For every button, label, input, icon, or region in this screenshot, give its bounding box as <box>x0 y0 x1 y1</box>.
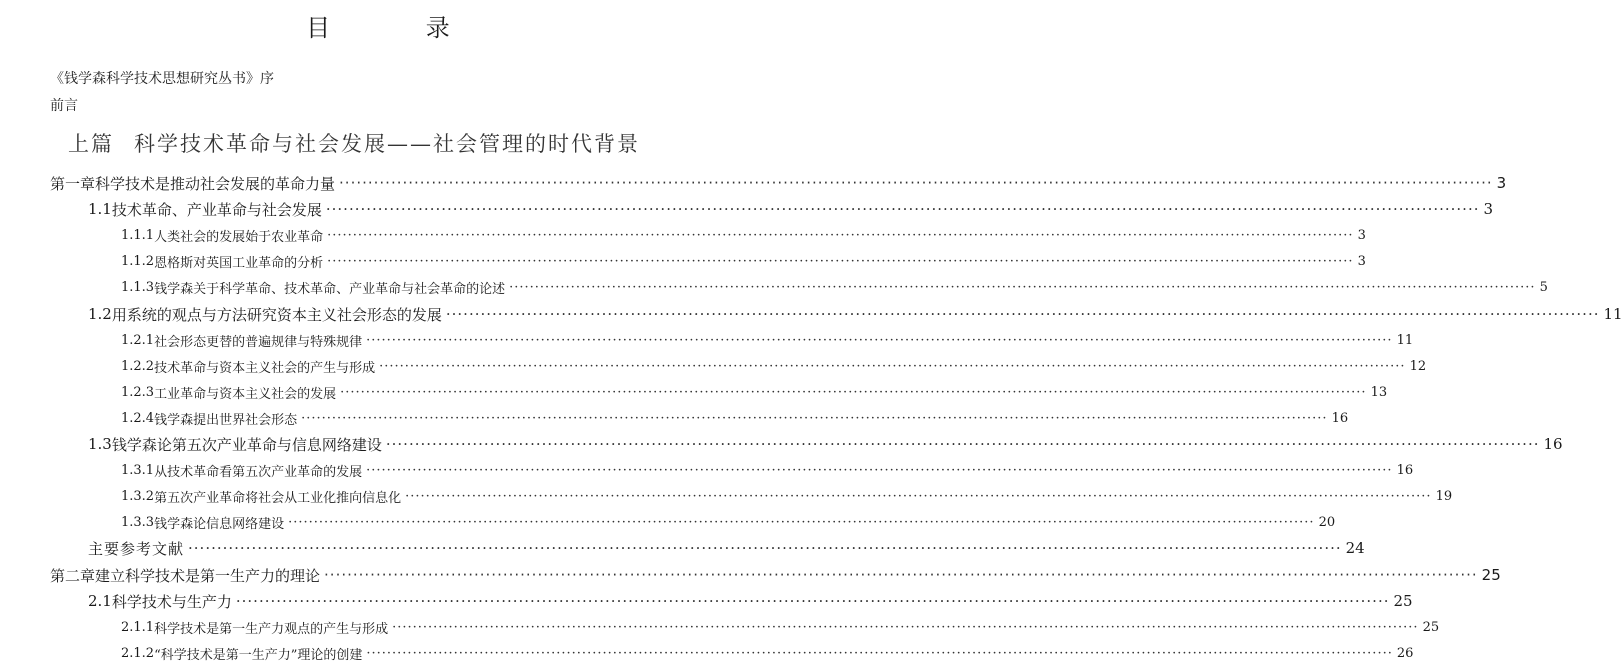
toc-entry-title: 第五次产业革命将社会从工业化推向信息化 <box>154 490 402 506</box>
toc-foreword[interactable]: 前言 <box>50 98 78 114</box>
toc-entry-page: 11 <box>1396 332 1414 348</box>
toc-entry-number: 2.1.2 <box>121 645 155 661</box>
toc-entry-page: 3 <box>1496 174 1507 192</box>
toc-leader-dots: ········································································································································································································ <box>188 539 1342 557</box>
toc-entry-title: 用系统的观点与方法研究资本主义社会形态的发展 <box>111 305 442 324</box>
toc-entry-title: 钱学森提出世界社会形态 <box>154 412 298 428</box>
toc-entry-page: 3 <box>1483 200 1494 218</box>
toc-entry[interactable] <box>0 171 1507 195</box>
toc-entry-number: 1.2.2 <box>121 358 155 374</box>
toc-entry[interactable] <box>0 484 1453 508</box>
toc-entry-page: 24 <box>1345 539 1365 557</box>
toc-leader-dots: ········································································································································································································ <box>405 488 1432 504</box>
toc-entry-title: 钱学森论信息网络建设 <box>154 516 285 532</box>
toc-entry-page: 16 <box>1396 462 1414 478</box>
toc-entry-number: 1.2.3 <box>121 384 155 400</box>
toc-entry-title: 科学技术是推动社会发展的革命力量 <box>95 174 336 193</box>
toc-entry[interactable] <box>0 563 1501 587</box>
toc-entry-title: 主要参考文献 <box>88 539 185 558</box>
part-title: 科学技术革命与社会发展——社会管理的时代背景 <box>134 132 640 156</box>
toc-entry-page: 26 <box>1396 645 1414 661</box>
toc-entry-title: 技术革命与资本主义社会的产生与形成 <box>154 360 376 376</box>
toc-leader-dots: ········································································································································································································ <box>366 645 1393 661</box>
toc-leader-dots: ········································································································································································································ <box>327 227 1354 243</box>
toc-leader-dots: ········································································································································································································ <box>445 305 1600 323</box>
toc-leader-dots: ········································································································································································································ <box>325 200 1480 218</box>
toc-entry[interactable] <box>0 536 1365 560</box>
toc-entry-number: 1.1.2 <box>121 253 155 269</box>
toc-entry-number: 1.1 <box>88 200 112 218</box>
toc-entry-page: 11 <box>1603 305 1623 323</box>
part-label: 上篇 <box>68 132 114 156</box>
toc-entry-title: “科学技术是第一生产力”理论的创建 <box>154 647 363 663</box>
toc-entry-number: 第二章 <box>50 566 96 585</box>
toc-entry[interactable] <box>0 589 1413 613</box>
toc-entry-page: 16 <box>1331 410 1349 426</box>
toc-leader-dots: ········································································································································································································ <box>324 566 1478 584</box>
toc-entry-page: 25 <box>1393 592 1413 610</box>
toc-leader-dots: ········································································································································································································ <box>366 332 1393 348</box>
toc-entry-number: 1.2.1 <box>121 332 155 348</box>
toc-entry-page: 25 <box>1481 566 1501 584</box>
toc-entry-title: 社会形态更替的普遍规律与特殊规律 <box>154 334 363 350</box>
toc-entry-number: 2.1.1 <box>121 619 155 635</box>
toc-entry-number: 1.2 <box>88 305 112 323</box>
page-title: 目 录 <box>306 14 494 42</box>
toc-entry-title: 技术革命、产业革命与社会发展 <box>111 200 322 219</box>
toc-entry-number: 1.3.2 <box>121 488 155 504</box>
toc-entry[interactable] <box>0 354 1427 378</box>
toc-series-preface[interactable]: 《钱学森科学技术思想研究丛书》序 <box>50 71 274 87</box>
toc-entry-title: 科学技术与生产力 <box>111 592 232 611</box>
toc-entry-number: 1.2.4 <box>121 410 155 426</box>
toc-entry[interactable] <box>0 302 1623 326</box>
toc-leader-dots: ········································································································································································································ <box>392 619 1419 635</box>
toc-entry-title: 钱学森论第五次产业革命与信息网络建设 <box>111 435 382 454</box>
toc-entry[interactable] <box>0 223 1366 247</box>
toc-entry-number: 1.3.1 <box>121 462 155 478</box>
toc-entry-page: 25 <box>1422 619 1440 635</box>
toc-leader-dots: ········································································································································································································ <box>509 279 1536 295</box>
toc-entry-page: 16 <box>1543 435 1563 453</box>
toc-leader-dots: ········································································································································································································ <box>235 592 1390 610</box>
toc-entry-title: 人类社会的发展始于农业革命 <box>154 229 324 245</box>
toc-entry[interactable] <box>0 615 1440 639</box>
toc-entry[interactable] <box>0 510 1336 534</box>
toc-leader-dots: ········································································································································································································ <box>366 462 1393 478</box>
toc-entry[interactable] <box>0 328 1414 352</box>
toc-entry-title: 建立科学技术是第一生产力的理论 <box>95 566 321 585</box>
toc-entry-page: 5 <box>1539 279 1548 295</box>
toc-entry-number: 2.1 <box>88 592 112 610</box>
toc-entry-page: 13 <box>1370 384 1388 400</box>
toc-entry-page: 20 <box>1318 514 1336 530</box>
toc-entry[interactable] <box>0 406 1349 430</box>
toc-entry-number: 1.3 <box>88 435 112 453</box>
toc-entry-page: 12 <box>1409 358 1427 374</box>
toc-leader-dots: ········································································································································································································ <box>385 435 1540 453</box>
toc-entry-page: 3 <box>1357 253 1366 269</box>
toc-entry[interactable] <box>0 249 1366 273</box>
toc-leader-dots: ········································································································································································································ <box>339 174 1493 192</box>
toc-entry-number: 第一章 <box>50 174 96 193</box>
toc-leader-dots: ········································································································································································································ <box>288 514 1315 530</box>
toc-entry[interactable] <box>0 275 1548 299</box>
toc-leader-dots: ········································································································································································································ <box>301 410 1328 426</box>
toc-entry[interactable] <box>0 380 1388 404</box>
part-heading <box>68 128 640 158</box>
toc-entry-page: 3 <box>1357 227 1366 243</box>
toc-entry[interactable] <box>0 641 1414 665</box>
toc-entry-title: 恩格斯对英国工业革命的分析 <box>154 255 324 271</box>
toc-entry-title: 工业革命与资本主义社会的发展 <box>154 386 337 402</box>
toc-entry-number: 1.1.3 <box>121 279 155 295</box>
toc-entry[interactable] <box>0 432 1563 456</box>
toc-leader-dots: ········································································································································································································ <box>340 384 1367 400</box>
toc-entry[interactable] <box>0 458 1414 482</box>
toc-entry-title: 钱学森关于科学革命、技术革命、产业革命与社会革命的论述 <box>154 281 506 297</box>
toc-entry-number: 1.3.3 <box>121 514 155 530</box>
toc-entry-title: 科学技术是第一生产力观点的产生与形成 <box>154 621 389 637</box>
toc-entry[interactable] <box>0 197 1494 221</box>
toc-entry-number: 1.1.1 <box>121 227 155 243</box>
toc-entry-title: 从技术革命看第五次产业革命的发展 <box>154 464 363 480</box>
toc-leader-dots: ········································································································································································································ <box>327 253 1354 269</box>
toc-entry-page: 19 <box>1435 488 1453 504</box>
toc-leader-dots: ········································································································································································································ <box>379 358 1406 374</box>
